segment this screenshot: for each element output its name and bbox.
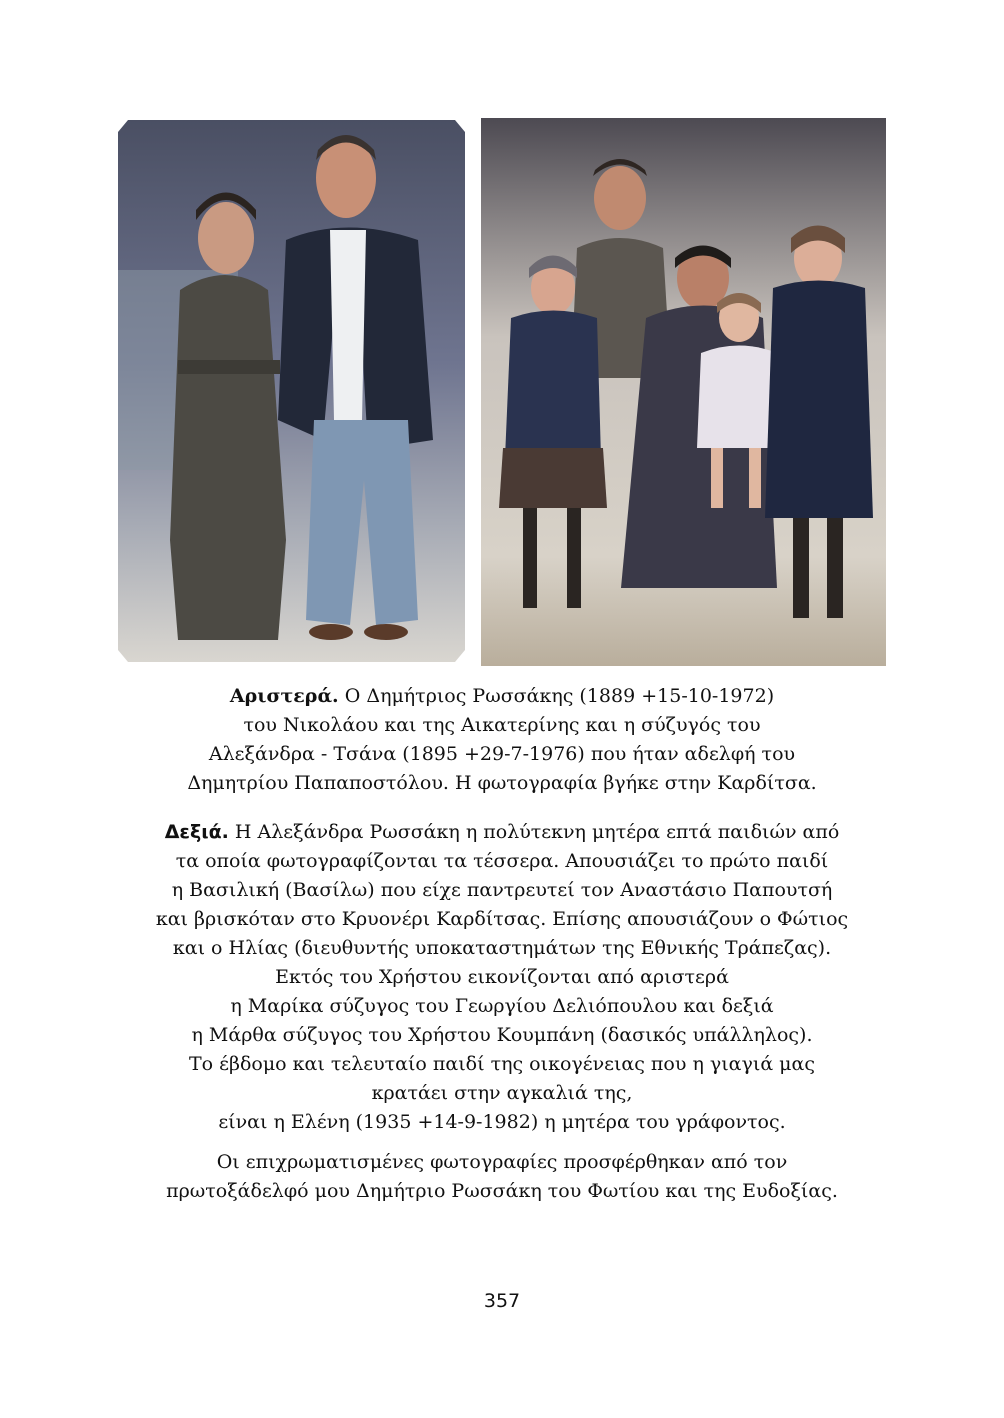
caption-right-line-5: και ο Ηλίας (διευθυντής υποκαταστημάτων της Εθνικής Τράπεζας).: [172, 937, 832, 959]
caption-right-lead: Δεξιά.: [164, 821, 229, 843]
photo-couple-portrait: [118, 120, 465, 662]
family-portrait-image: [481, 118, 886, 666]
caption-right-line-1-text: Η Αλεξάνδρα Ρωσσάκη η πολύτεκνη μητέρα επτά παιδιών από: [228, 821, 840, 843]
caption-right-line-9: Το έβδομο και τελευταίο παιδί της οικογένειας που η γιαγιά μας: [188, 1053, 816, 1075]
caption-photo-credit: [100, 1148, 904, 1206]
page-number: 357: [483, 1290, 521, 1312]
caption-right-line-2: τα οποία φωτογραφίζονται τα τέσσερα. Απουσιάζει το πρώτο παιδί: [175, 850, 829, 872]
caption-right-line-1: [100, 818, 904, 847]
caption-credit-line-2: πρωτοξάδελφό μου Δημήτριο Ρωσσάκη του Φωτίου και της Ευδοξίας.: [166, 1180, 838, 1202]
couple-portrait-image: [118, 120, 465, 662]
photo-family-portrait: [481, 118, 886, 666]
caption-right-line-7: η Μαρίκα σύζυγος του Γεωργίου Δελιόπουλου και δεξιά: [230, 995, 774, 1017]
caption-right-line-3: η Βασιλική (Βασίλω) που είχε παντρευτεί τον Αναστάσιο Παπουτσή: [171, 879, 833, 901]
caption-left-line-4: Δημητρίου Παπαποστόλου. Η φωτογραφία βγήκε στην Καρδίτσα.: [187, 772, 817, 794]
caption-right-line-6: Εκτός του Χρήστου εικονίζονται από αριστερά: [275, 966, 729, 988]
caption-left-lead: Αριστερά.: [229, 685, 339, 707]
caption-left-line-3: Αλεξάνδρα - Τσάνα (1895 +29-7-1976) που ήταν αδελφή του: [208, 743, 796, 765]
caption-credit-line-1: Οι επιχρωματισμένες φωτογραφίες προσφέρθηκαν από τον: [216, 1151, 788, 1173]
caption-left-line-2: του Νικολάου και της Αικατερίνης και η σύζυγός του: [243, 714, 761, 736]
caption-right-line-4: και βρισκόταν στο Κρυονέρι Καρδίτσας. Επίσης απουσιάζουν ο Φώτιος: [155, 908, 849, 930]
caption-right-photo: [100, 818, 904, 1137]
caption-right-line-11: είναι η Ελένη (1935 +14-9-1982) η μητέρα του γράφοντος.: [218, 1111, 786, 1133]
caption-right-line-8: η Μάρθα σύζυγος του Χρήστου Κουμπάνη (δασικός υπάλληλος).: [191, 1024, 813, 1046]
caption-left-line-1-text: Ο Δημήτριος Ρωσσάκης (1889 +15-10-1972): [338, 685, 775, 707]
caption-left-line-1: [100, 682, 904, 711]
caption-left-photo: [100, 682, 904, 798]
caption-right-line-10: κρατάει στην αγκαλιά της,: [371, 1082, 633, 1104]
